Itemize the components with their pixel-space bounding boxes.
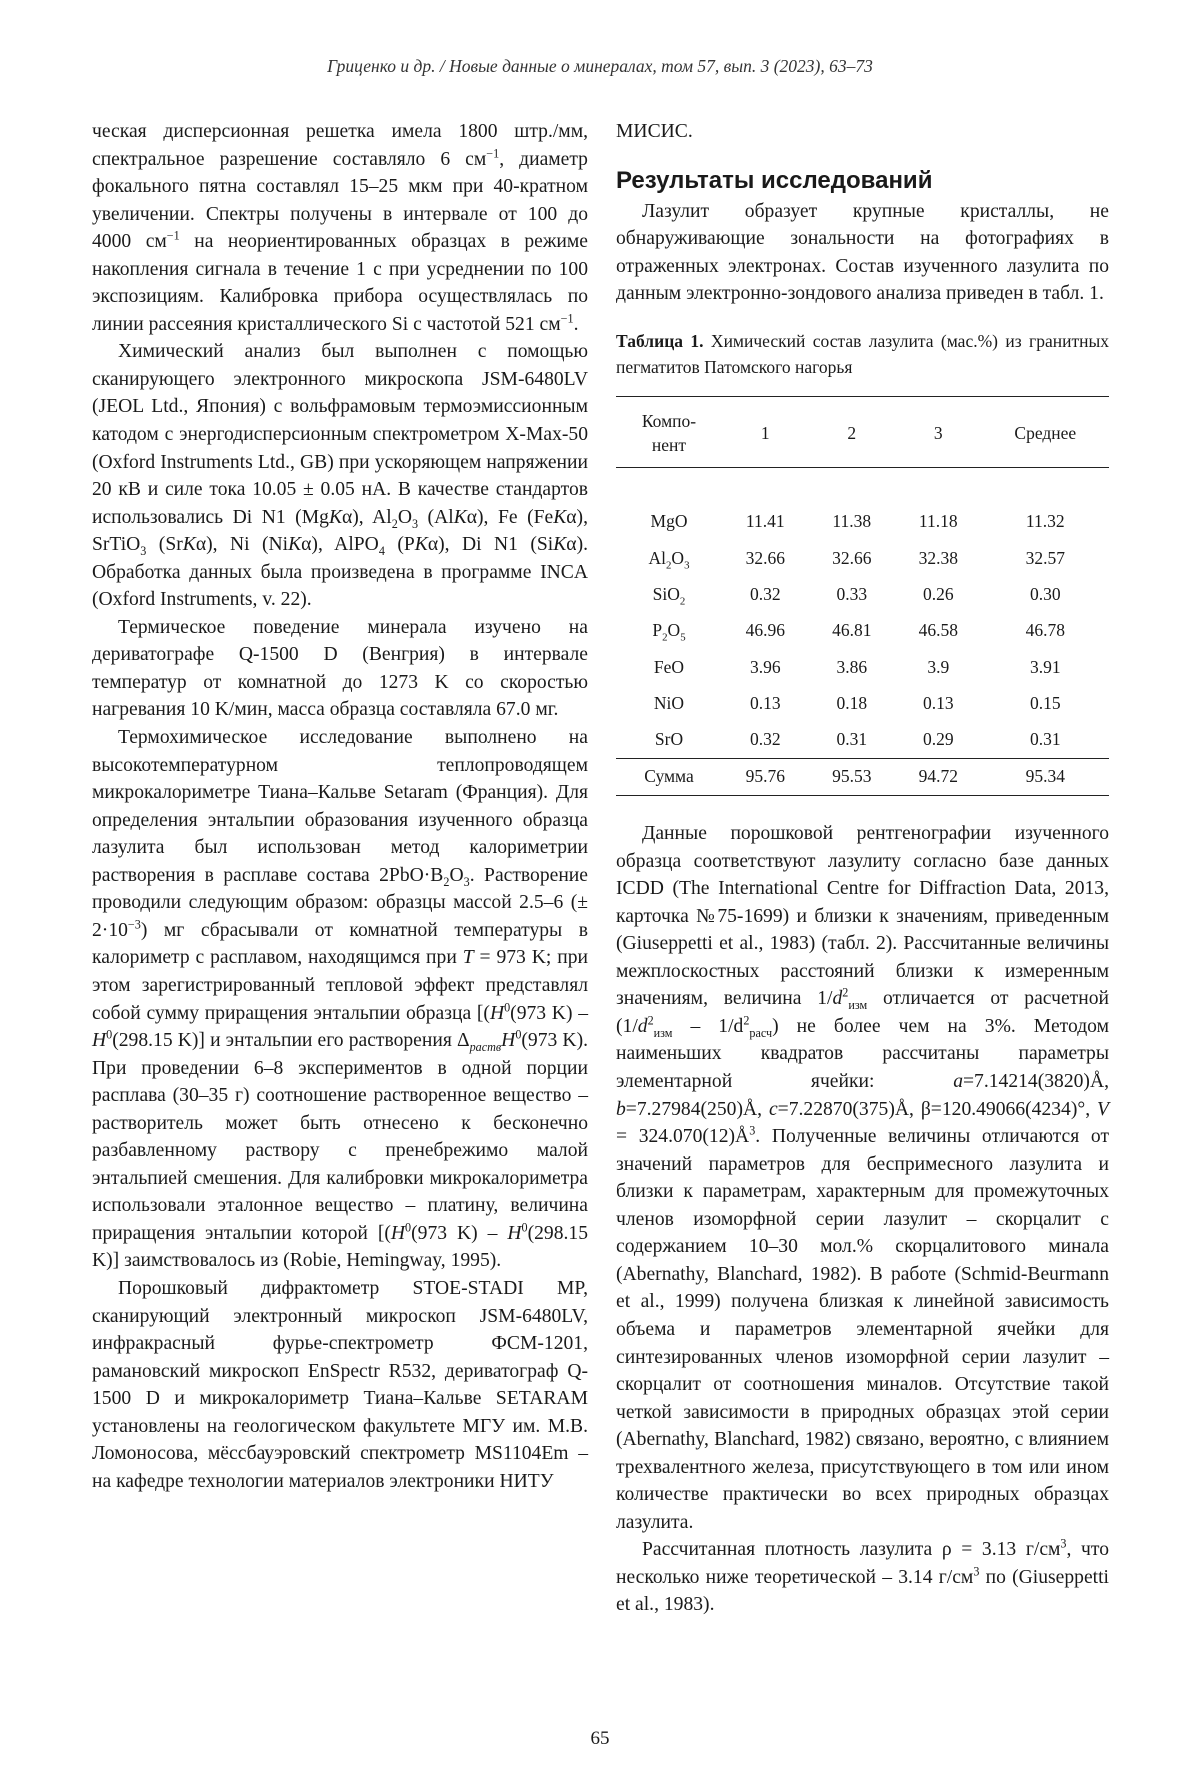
table-row — [616, 504, 1109, 540]
value-cell: 11.38 — [832, 511, 872, 532]
value-cell: 11.32 — [1025, 511, 1065, 532]
header-col-2: 2 — [809, 396, 896, 467]
paragraph: Химический анализ был выполнен с помощью сканирующего электронного микроскопа JSM-6480LV (JEOL Ltd., Япония) с вольфрамовым термоэмиссионным катодом с энергодисперсионным спектрометром X-Max-50 (Oxford Instruments Ltd., GB) при ускоряющем напряжении 20 кВ и силе тока 10.05 ± 0.05 нА. В качестве стандартов использовались Di N1 (MgKα), $Al_2O_3$ (AlKα), Fe (FeKα), SrTiO$_3$ (SrKα), Ni (NiKα), AlPO$_4$ (PKα), Di N1 (SiKα). Обработка данных была произведена в программе INCA (Oxford Instruments, v. 22). — [92, 341, 588, 611]
value-cell: 0.30 — [1029, 584, 1061, 604]
component-cell: FeO — [653, 656, 685, 677]
value-cell: 0.26 — [922, 584, 954, 604]
sum-cell: 94.72 — [895, 759, 982, 796]
table-header-row — [616, 396, 1109, 467]
component-cell: SiO$_2$ — [652, 584, 686, 608]
sum-cell: 95.53 — [809, 759, 896, 796]
value-cell: 0.32 — [749, 584, 781, 604]
table-row — [616, 613, 1109, 649]
value-cell: 0.13 — [749, 692, 781, 713]
paragraph: Лазулит образует крупные кристаллы, не обнаруживающие зональности на фотографиях в отраженных электронах. Состав изученного лазулита по данным электронно-зондового анализа приведен в табл. 1. — [616, 200, 1109, 305]
component-cell: MgO — [650, 511, 688, 532]
sum-label: Сумма — [616, 759, 722, 796]
running-header: Гриценко и др. / Новые данные о минералах, том 57, вып. 3 (2023), 63–73 — [327, 56, 873, 76]
value-cell: 0.15 — [1029, 692, 1061, 713]
sum-cell: 95.76 — [722, 759, 809, 796]
paragraph: Рассчитанная плотность лазулита ρ = 3.13 $г/см^3$, что несколько ниже теоретической – 3.14 $г/см^3$ по (Giuseppetti et al., 1983). — [616, 1536, 1109, 1616]
value-cell: 46.58 — [918, 620, 958, 641]
value-cell: 0.13 — [922, 692, 954, 713]
section-title: Результаты исследований — [616, 166, 933, 194]
paragraph: Термическое поведение минерала изучено на дериватографе Q-1500 D (Венгрия) в интервале температур от комнатной до 1273 K со скоростью нагревания 10 K/мин, масса образца составляла 67.0 мг. — [92, 616, 588, 721]
table-row — [616, 540, 1109, 576]
value-cell: 32.57 — [1025, 547, 1065, 568]
component-cell: NiO — [653, 692, 685, 713]
table-row — [616, 722, 1109, 759]
table-sum-row — [616, 759, 1109, 796]
left-column — [92, 118, 588, 1495]
sum-cell: 95.34 — [982, 759, 1109, 796]
right-column — [616, 118, 1109, 1619]
composition-table — [616, 396, 1109, 796]
component-cell: $P_2O_5$ — [652, 620, 686, 644]
value-cell: 11.18 — [918, 511, 958, 532]
value-cell: 46.96 — [745, 620, 785, 641]
paragraph: Порошковый дифрактометр STOE-STADI MP, сканирующий электронный микроскоп JSM-6480LV, инфракрасный фурье-спектрометр ФСМ-1201, рамановский микроскоп EnSpectr R532, дериватограф Q-1500 D и микрокалориметр Тиана–Кальве SETARAM установлены на геологическом факультете МГУ им. М.В. Ломоносова, мёссбауэровский спектрометр MS1104Em – на кафедре технологии материалов электроники НИТУ — [92, 1277, 588, 1492]
page-number: 65 — [590, 1728, 610, 1749]
value-cell: 0.31 — [1029, 729, 1061, 750]
value-cell: 0.33 — [836, 584, 868, 604]
header-col-3: 3 — [895, 396, 982, 467]
paragraph: ческая дисперсионная решетка имела 1800 штр./мм, спектральное разрешение составляло 6 $см^{-1}$, диаметр фокального пятна составлял 15–25 мкм при 40-кратном увеличении. Спектры получены в интервале от 100 до 4000 $см^{-1}$ на неориентированных образцах в режиме накопления сигнала в течение 1 с при усреднении по 100 экспозициям. Калибровка прибора осуществлялась по линии рассеяния кристаллического Si с частотой 521 $см^{-1}$. — [92, 121, 588, 335]
value-cell: 11.41 — [745, 511, 785, 532]
table-row — [616, 649, 1109, 685]
value-cell: 32.38 — [918, 547, 958, 568]
table-caption: Таблица 1. Химический состав лазулита (мас.%) из гранитных пегматитов Патомского нагорья — [616, 330, 1109, 377]
value-cell: 3.91 — [1029, 656, 1061, 677]
value-cell: 46.81 — [832, 620, 872, 641]
component-cell: $Al_2O_3$ — [648, 547, 690, 572]
value-cell: 3.86 — [836, 656, 868, 677]
value-cell: 46.78 — [1025, 620, 1065, 641]
header-col-1: 1 — [722, 396, 809, 467]
value-cell: 0.29 — [922, 729, 954, 750]
value-cell: 3.96 — [749, 656, 781, 677]
paragraph: МИСИС. — [616, 121, 693, 142]
header-col-average: Среднее — [982, 396, 1109, 467]
component-cell: SrO — [654, 729, 684, 750]
value-cell: 0.31 — [836, 729, 868, 750]
paragraph: Термохимическое исследование выполнено на высокотемпературном теплопроводящем микрокалориметре Тиана–Кальве Setaram (Франция). Для определения энтальпии образования изученного образца лазулита был использован метод калориметрии растворения в расплаве состава $2PbO\cdot B_2O_3$. Растворение проводили следующим образом: образцы массой 2.5–6 (± $2\cdot 10^{-3}$) мг сбрасывали от комнатной температуры в калориметр с расплавом, находящимся при T = 973 K; при этом зарегистрированный тепловой эффект представлял собой сумму приращения энтальпии образца [($H^0(973$ $K) - H^0(298.15$ K)] и энтальпии его растворения $\Delta_{раств}H^0(973$ K). При проведении 6–8 экспериментов в одной порции расплава (30–35 г) соотношение растворенное вещество – растворитель может быть отнесено к бесконечно разбавленному раствору с пренебрежимо малой энтальпией смешения. Для калибровки микрокалориметра использовали эталонное вещество – платину, величина приращения энтальпии которой [($H^0(973$ $K) - H^0(298.15$ K)] заимствовалось из (Robie, Hemingway, 1995). — [92, 727, 589, 1272]
value-cell: 0.32 — [749, 729, 781, 750]
table-row — [616, 686, 1109, 722]
value-cell: 32.66 — [832, 547, 872, 568]
value-cell: 3.9 — [927, 656, 950, 677]
value-cell: 0.18 — [836, 692, 868, 713]
value-cell: 32.66 — [745, 547, 785, 568]
paragraph: Данные порошковой рентгенографии изученного образца соответствуют лазулиту согласно базе данных ICDD (The International Centre for Diffraction Data, 2013, карточка №75-1699) и близки к значениям, приведенным (Giuseppetti et al., 1983) (табл. 2). Рассчитанные величины межплоскостных расстояний близки к измеренным значениям, величина $1/d^2_{изм}$ отличается от расчетной $(1/d^2_{изм} - 1/d^2_{расч})$ не более чем на 3%. Методом наименьших квадратов рассчитаны параметры элементарной ячейки: a=7.14214(3820)Å, b=7.27984(250)Å, c=7.22870(375)Å, β=120.49066(4234)°, $V = 324.070(12)Å^3$. Полученные величины отличаются от значений параметров для беспримесного лазулита и близки к параметрам, характерным для промежуточных членов изоморфной серии лазулит – скорцалит с содержанием 10–30 мол.% скорцалитового минала (Abernathy, Blanchard, 1982). В работе (Schmid-Beurmann et al., 1999) получена близкая к линейной зависимость объема и параметров элементарной ячейки для синтезированных членов изоморфной серии лазулит – скорцалит от соотношения миналов. Отсутствие такой четкой зависимости в природных образцах этой серии (Abernathy, Blanchard, 1982) связано, вероятно, с влиянием трехвалентного железа, присутствующего в том или ином количестве практически во всех природных образцах лазулита. — [616, 823, 1110, 1533]
header-component: Компо- нент — [616, 396, 722, 467]
table-row — [616, 577, 1109, 613]
